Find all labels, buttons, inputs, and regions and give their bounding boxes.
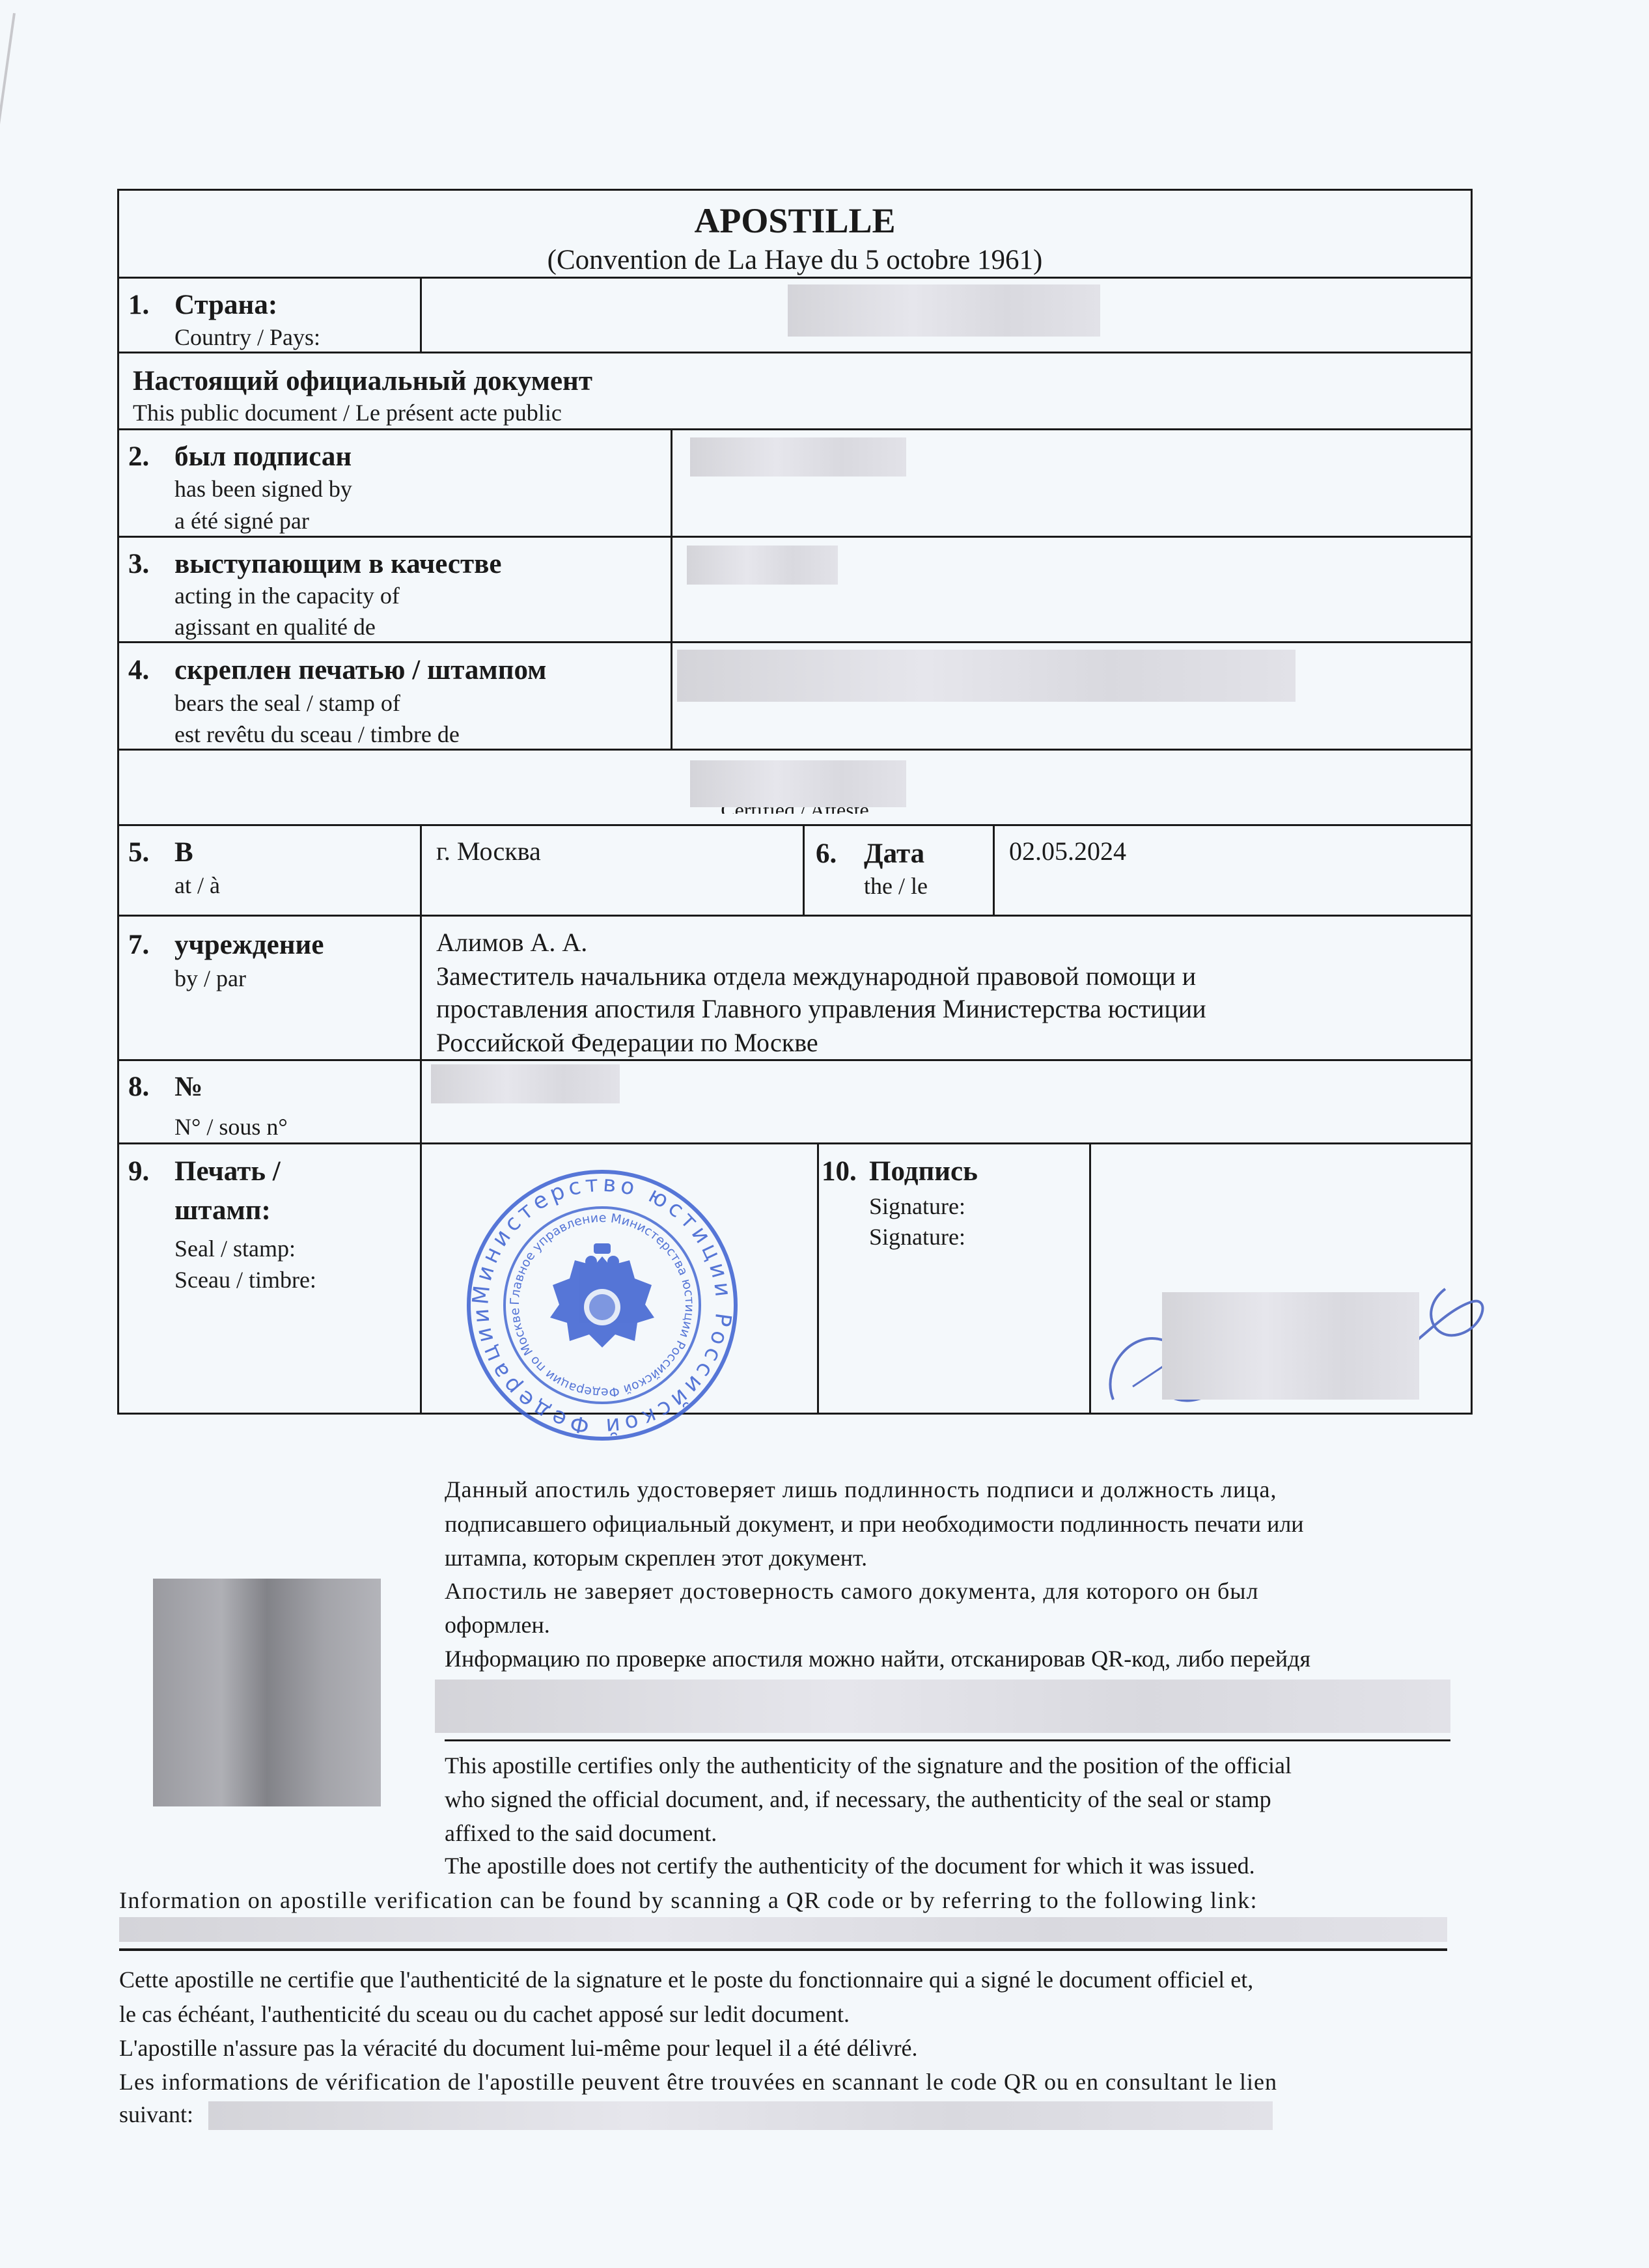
- redacted-country: [788, 284, 1100, 337]
- note-ru-line: Апостиль не заверяет достоверность самого документа, для которого он был: [445, 1578, 1259, 1604]
- official-name: Алимов А. А.: [436, 928, 588, 957]
- stamp-inner-text: Главное управление Министерства юстиции Российской Федерации по Москве: [507, 1210, 697, 1400]
- divider: [445, 1739, 1450, 1741]
- number-label-en: N° / sous n°: [174, 1114, 288, 1140]
- redacted-certified: [690, 760, 906, 807]
- note-en-link-line: Information on apostille verification can be found by scanning a QR code or by referring to the following link:: [119, 1887, 1258, 1913]
- note-fr-line: Cette apostille ne certifie que l'authenticité de la signature et le poste du fonctionnaire qui a signé le document officiel et,: [119, 1967, 1254, 1993]
- note-ru-line: оформлен.: [445, 1612, 550, 1638]
- signature-label-en: Signature:: [869, 1193, 965, 1219]
- country-label-en: Country / Pays:: [174, 324, 321, 350]
- field-number: 5.: [128, 837, 150, 868]
- note-fr-line: le cas échéant, l'authenticité du sceau ou du cachet apposé sur ledit document.: [119, 2001, 850, 2027]
- field-number: 6.: [816, 838, 837, 869]
- official-position-line: Заместитель начальника отдела международной правовой помощи и: [436, 961, 1197, 991]
- qr-code-redacted: [153, 1579, 381, 1806]
- at-label-en: at / à: [174, 872, 220, 898]
- note-fr-tail: suivant:: [119, 2101, 193, 2127]
- redacted-capacity: [687, 546, 838, 585]
- redacted-signer: [690, 437, 906, 477]
- note-ru-line: штампа, которым скреплен этот документ.: [445, 1545, 868, 1571]
- official-position-line: проставления апостиля Главного управления Министерства юстиции: [436, 994, 1206, 1023]
- divider: [119, 1948, 1447, 1951]
- note-ru-line: Информацию по проверке апостиля можно найти, отсканировав QR-код, либо перейдя: [445, 1646, 1311, 1672]
- date-label: Дата: [864, 838, 925, 869]
- note-en-line: who signed the official document, and, if necessary, the authenticity of the seal or stamp: [445, 1786, 1271, 1812]
- field-number: 1.: [128, 290, 150, 320]
- capacity-label-en: acting in the capacity of: [174, 583, 400, 609]
- date-value: 02.05.2024: [1009, 837, 1126, 866]
- date-label-en: the / le: [864, 873, 928, 899]
- doc-heading-label: Настоящий официальный документ: [133, 366, 592, 396]
- capacity-label-fr: agissant en qualité de: [174, 614, 376, 640]
- field-number: 7.: [128, 930, 150, 960]
- redacted-link-en: [119, 1917, 1447, 1942]
- capacity-label: выступающим в качестве: [174, 549, 502, 579]
- field-number: 9.: [128, 1156, 150, 1187]
- signature-label: Подпись: [869, 1156, 978, 1187]
- seal-label-en: Seal / stamp:: [174, 1236, 296, 1262]
- official-seal-stamp: [456, 1165, 749, 1452]
- note-fr-line: Les informations de vérification de l'apostille peuvent être trouvées en scannant le code QR ou en consultant le lien: [119, 2069, 1277, 2095]
- at-value: г. Москва: [436, 837, 541, 866]
- country-label: Страна:: [174, 290, 278, 320]
- redacted-link-fr: [208, 2101, 1273, 2130]
- by-label: учреждение: [174, 930, 324, 960]
- stamp-ring-text: Министерство юстиции Российской Федерации: [467, 1170, 737, 1440]
- signature-label-fr: Signature:: [869, 1224, 965, 1250]
- signed-by-label-fr: a été signé par: [174, 508, 309, 534]
- field-number: 2.: [128, 441, 150, 472]
- official-position-line: Российской Федерации по Москве: [436, 1028, 818, 1057]
- seal-of-label: скреплен печатью / штампом: [174, 655, 547, 685]
- signed-by-label: был подписан: [174, 441, 352, 472]
- redacted-number: [431, 1064, 620, 1103]
- note-en-line: The apostille does not certify the authenticity of the document for which it was issued.: [445, 1853, 1255, 1879]
- redacted-signature: [1162, 1292, 1419, 1400]
- field-number: 8.: [128, 1072, 150, 1102]
- document-subtitle: (Convention de La Haye du 5 octobre 1961): [547, 245, 1043, 275]
- note-ru-line: подписавшего официальный документ, и при необходимости подлинность печати или: [445, 1511, 1304, 1537]
- redacted-link-ru: [435, 1680, 1450, 1733]
- redacted-seal-of: [677, 650, 1296, 702]
- field-number: 10.: [822, 1156, 857, 1187]
- document-title: APOSTILLE: [694, 201, 896, 240]
- note-ru-line: Данный апостиль удостоверяет лишь подлинность подписи и должность лица,: [445, 1476, 1277, 1502]
- note-en-line: affixed to the said document.: [445, 1820, 717, 1846]
- seal-label-fr: Sceau / timbre:: [174, 1267, 316, 1293]
- note-fr-line: L'apostille n'assure pas la véracité du document lui-même pour lequel il a été délivré.: [119, 2035, 918, 2061]
- field-number: 3.: [128, 549, 150, 579]
- seal-label-2: штамп:: [174, 1195, 271, 1226]
- field-number: 4.: [128, 655, 150, 685]
- note-en-line: This apostille certifies only the authenticity of the signature and the position of the official: [445, 1752, 1292, 1778]
- by-label-en: by / par: [174, 965, 246, 991]
- seal-of-label-en: bears the seal / stamp of: [174, 690, 400, 716]
- doc-heading-label-en: This public document / Le présent acte public: [133, 400, 562, 426]
- seal-label: Печать /: [174, 1156, 281, 1187]
- at-label: В: [174, 837, 193, 868]
- seal-of-label-fr: est revêtu du sceau / timbre de: [174, 721, 460, 747]
- signed-by-label-en: has been signed by: [174, 476, 352, 502]
- number-label: №: [174, 1072, 203, 1102]
